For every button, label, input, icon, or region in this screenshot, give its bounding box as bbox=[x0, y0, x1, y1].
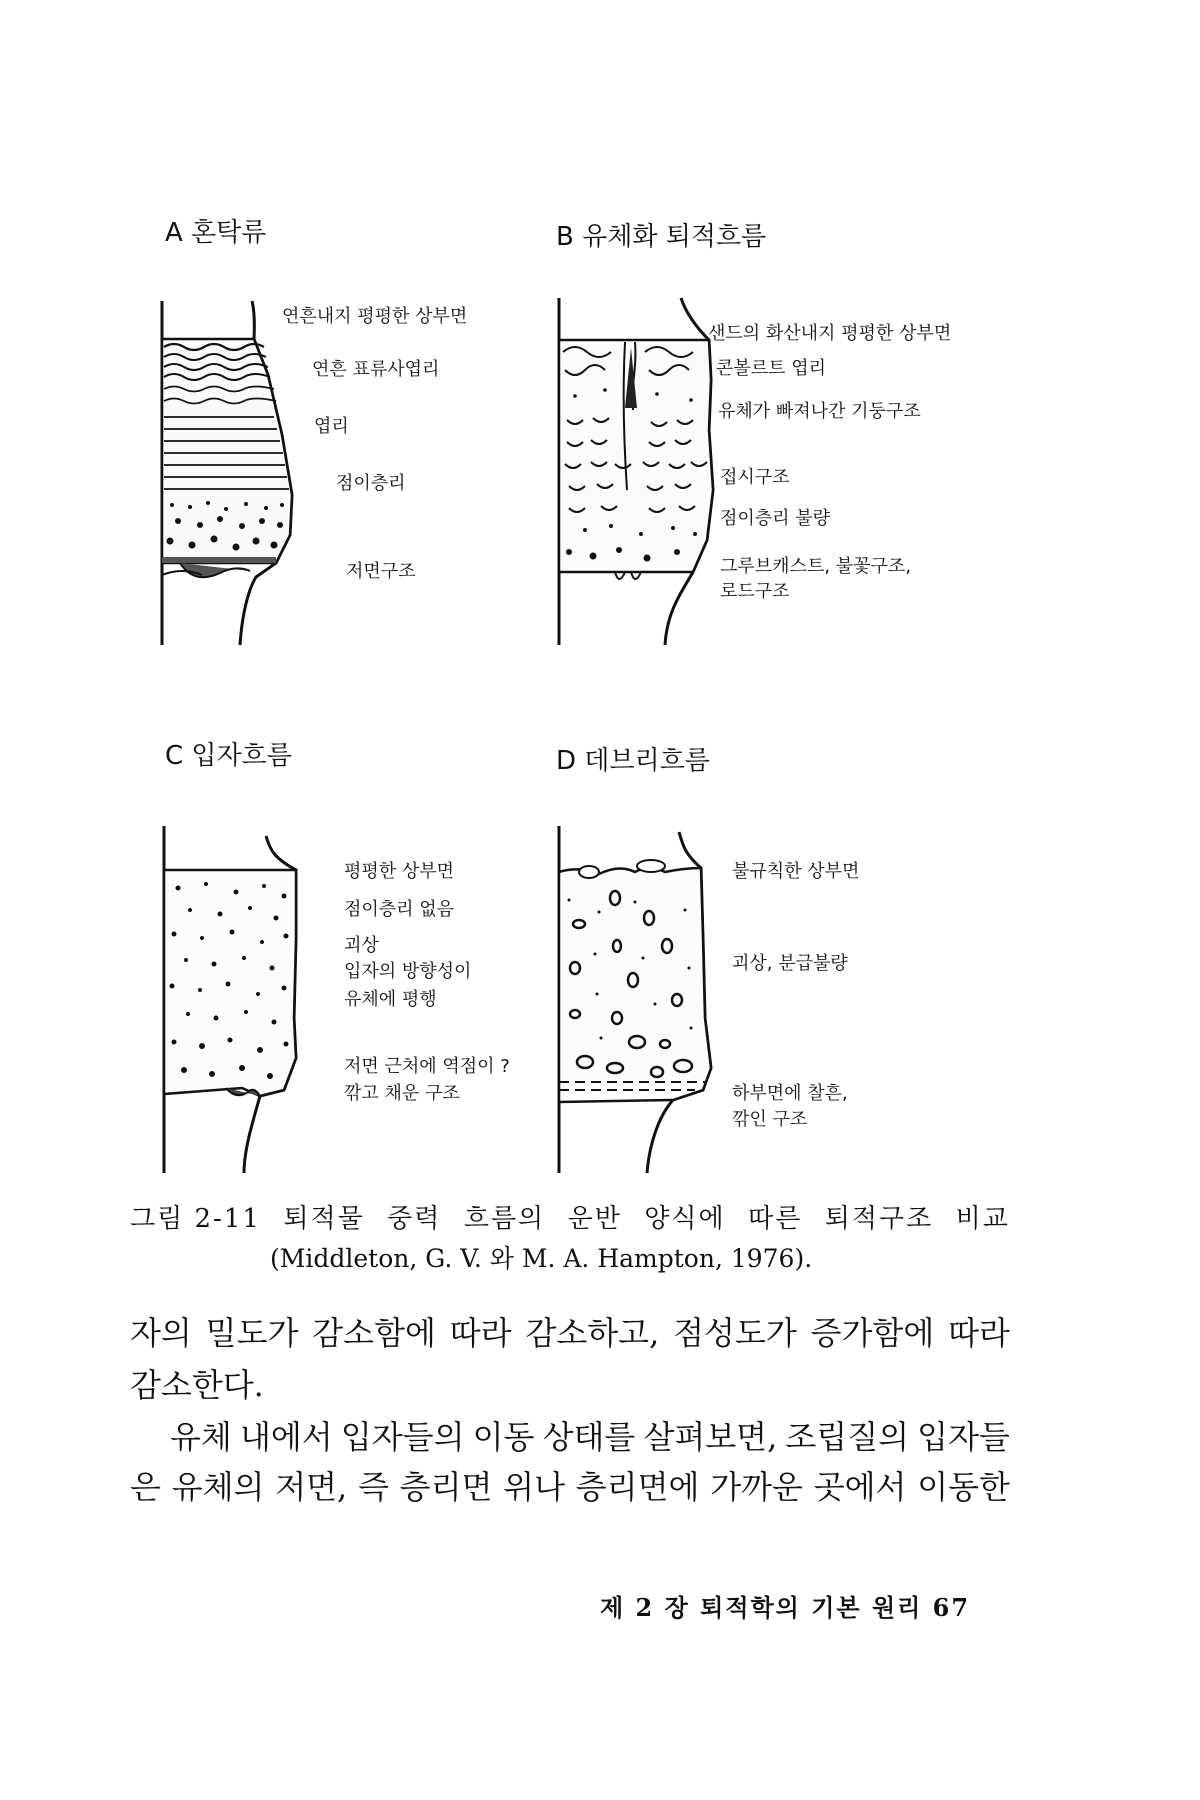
panel-a-label-1: 연흔내지 평평한 상부면 bbox=[282, 306, 468, 327]
caption-citation: (Middleton, G. V. 와 M. A. Hampton, 1976). bbox=[270, 1244, 813, 1273]
caption-word: 그림 2-11 bbox=[130, 1204, 261, 1234]
body-word: 증가함에 bbox=[810, 1314, 935, 1352]
body-word: 내에서 bbox=[239, 1418, 333, 1456]
caption-word: 중력 bbox=[387, 1204, 442, 1234]
body-word: 밀도가 bbox=[205, 1314, 299, 1352]
body-line-1 bbox=[130, 1308, 1010, 1354]
body-line-3 bbox=[170, 1412, 1010, 1458]
caption-word: 따른 bbox=[748, 1204, 803, 1234]
caption-word: 양식에 bbox=[644, 1204, 726, 1234]
body-word: 감소하고, bbox=[525, 1314, 660, 1352]
body-word: 자의 bbox=[130, 1314, 192, 1352]
panel-c-diagram bbox=[152, 818, 342, 1178]
panel-a-label-2: 연흔 표류사엽리 bbox=[312, 359, 440, 380]
body-word: 유체 bbox=[170, 1418, 232, 1456]
panel-a-title: A 혼탁류 bbox=[165, 218, 267, 248]
panel-c-label-3: 괴상 bbox=[344, 935, 379, 956]
panel-b-label-1: 샌드의 화산내지 평평한 상부면 bbox=[708, 323, 952, 344]
body-word: 위나 bbox=[503, 1468, 565, 1506]
caption-word: 비교 bbox=[955, 1204, 1010, 1234]
page-footer: 제 2 장 퇴적학의 기본 원리 67 bbox=[600, 1593, 971, 1622]
panel-c-label-4: 입자의 방향성이 bbox=[344, 961, 472, 982]
body-word: 즉 bbox=[357, 1468, 389, 1506]
panel-b-label-7: 로드구조 bbox=[720, 581, 790, 602]
panel-c-label-5: 유체에 평행 bbox=[344, 989, 437, 1010]
panel-b-label-3: 유체가 빠져나간 기둥구조 bbox=[718, 401, 921, 422]
panel-a-label-5: 저면구조 bbox=[346, 561, 416, 582]
panel-b-label-5: 점이층리 불량 bbox=[720, 508, 831, 529]
body-word: 따라 bbox=[948, 1314, 1010, 1352]
body-word: 조립질의 bbox=[785, 1418, 910, 1456]
panel-d-label-1: 불규칙한 상부면 bbox=[732, 861, 860, 882]
body-word: 이동 bbox=[472, 1418, 535, 1456]
body-word: 입자들의 bbox=[340, 1418, 465, 1456]
body-word: 은 bbox=[130, 1468, 161, 1506]
body-word: 입자들 bbox=[917, 1418, 1010, 1456]
body-word: 감소함에 bbox=[312, 1314, 436, 1352]
panel-d-label-2: 괴상, 분급불량 bbox=[732, 953, 848, 974]
body-line-4 bbox=[130, 1462, 1010, 1508]
panel-c-label-7: 깎고 채운 구조 bbox=[344, 1083, 460, 1104]
body-word: 이동한 bbox=[917, 1468, 1010, 1506]
panel-d-title: D 데브리흐름 bbox=[556, 746, 710, 776]
caption-word: 흐름의 bbox=[463, 1204, 546, 1234]
panel-b-label-6: 그루브캐스트, 불꽃구조, bbox=[720, 556, 912, 577]
body-word: 따라 bbox=[449, 1314, 512, 1352]
panel-b-diagram bbox=[545, 290, 735, 650]
panel-a-label-4: 점이층리 bbox=[336, 473, 406, 494]
body-word: 점성도가 bbox=[673, 1314, 797, 1352]
body-word: 살펴보면, bbox=[643, 1418, 778, 1456]
caption-word: 운반 bbox=[567, 1204, 622, 1234]
panel-b-label-4: 접시구조 bbox=[720, 467, 790, 488]
panel-d-diagram bbox=[545, 818, 735, 1178]
body-word: 층리면 bbox=[399, 1468, 493, 1506]
body-word: 가까운 bbox=[710, 1468, 803, 1506]
panel-c-title: C 입자흐름 bbox=[165, 741, 292, 771]
panel-c-label-6: 저면 근처에 역점이 ? bbox=[344, 1056, 510, 1077]
panel-b-title: B 유체화 퇴적흐름 bbox=[556, 222, 767, 252]
panel-d-label-3: 하부면에 찰흔, bbox=[732, 1083, 848, 1104]
panel-c-label-2: 점이층리 없음 bbox=[344, 899, 455, 920]
body-word: 저면, bbox=[275, 1468, 348, 1506]
panel-b-label-2: 콘볼르트 엽리 bbox=[716, 358, 827, 379]
caption-word: 퇴적물 bbox=[283, 1204, 365, 1234]
body-word: 층리면에 bbox=[575, 1468, 700, 1506]
body-word: 곳에서 bbox=[813, 1468, 907, 1506]
body-word: 상태를 bbox=[542, 1418, 636, 1456]
body-line-2: 감소한다. bbox=[130, 1366, 264, 1404]
panel-a-label-3: 엽리 bbox=[314, 416, 349, 437]
caption-word: 퇴적구조 bbox=[824, 1204, 934, 1234]
figure-caption bbox=[130, 1198, 1010, 1275]
body-word: 유체의 bbox=[171, 1468, 265, 1506]
panel-c-label-1: 평평한 상부면 bbox=[344, 861, 455, 882]
panel-d-label-4: 깎인 구조 bbox=[732, 1109, 808, 1130]
